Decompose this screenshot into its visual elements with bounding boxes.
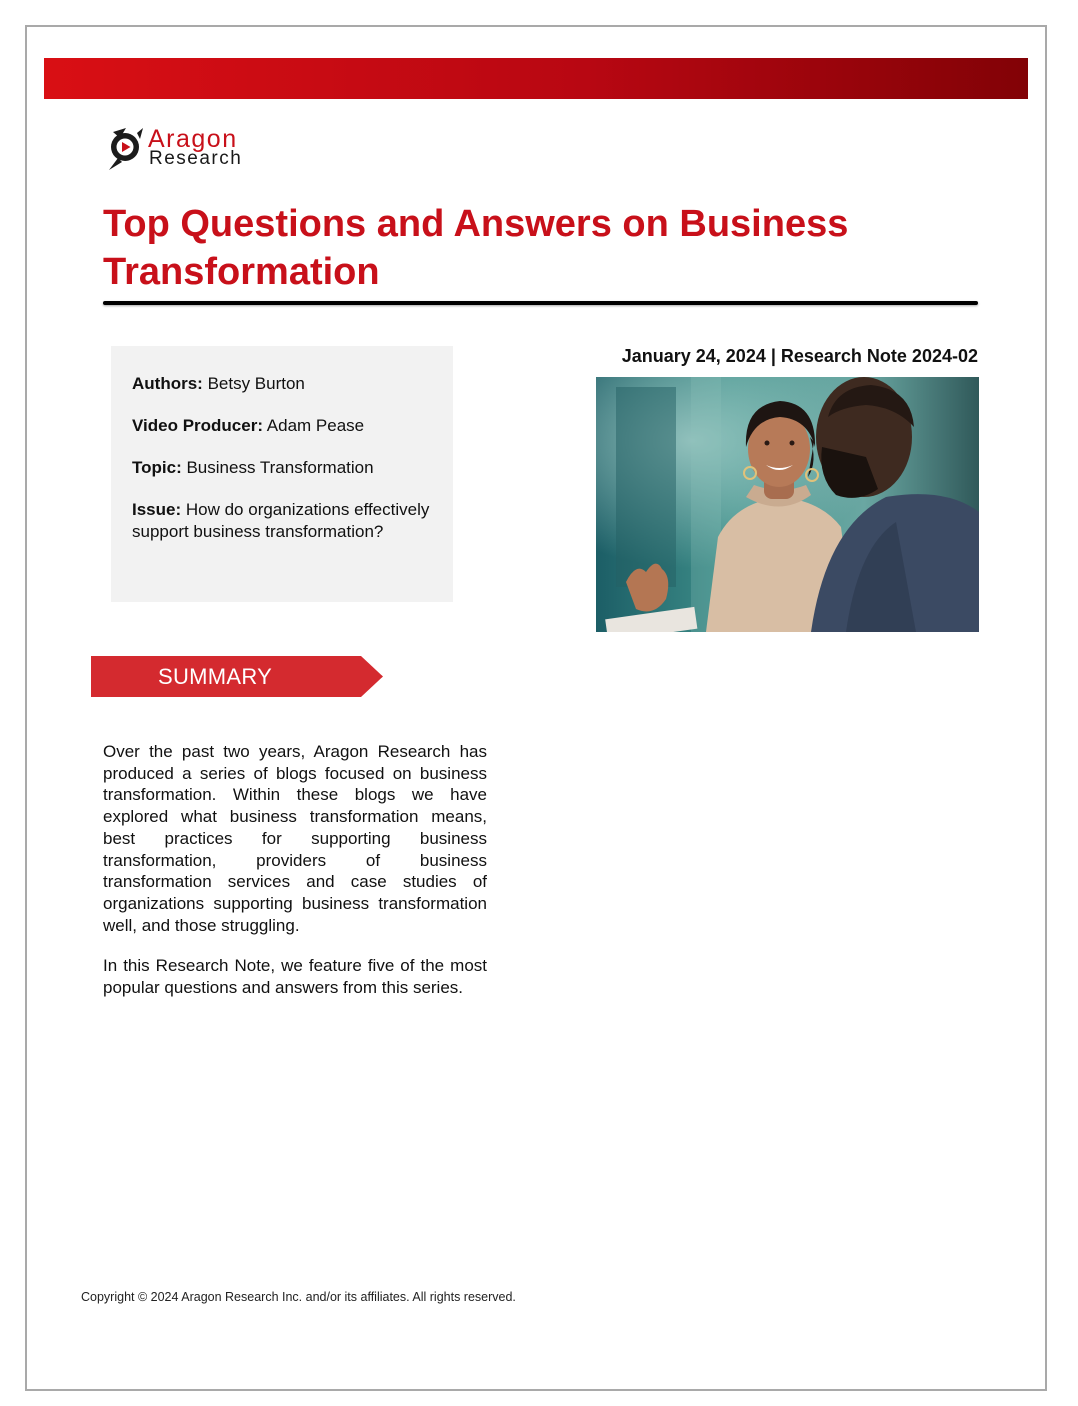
meta-topic (132, 457, 433, 479)
authors-label: Authors: (132, 374, 203, 393)
authors-value: Betsy Burton (207, 374, 305, 393)
summary-label: SUMMARY (158, 664, 273, 689)
producer-label: Video Producer: (132, 416, 263, 435)
aragon-logo (106, 124, 266, 174)
logo-word-research: Research (149, 148, 243, 169)
header-band (44, 58, 1028, 99)
meta-issue (132, 499, 433, 543)
issue-value: How do organizations effectively support business transformation? (132, 500, 430, 541)
copyright-notice: Copyright © 2024 Aragon Research Inc. and/or its affiliates. All rights reserved. (81, 1290, 516, 1304)
aragon-logo-icon (106, 124, 146, 174)
topic-value: Business Transformation (186, 458, 374, 477)
summary-heading (91, 656, 383, 697)
summary-paragraph: Over the past two years, Aragon Research has produced a series of blogs focused on business transformation. Within these blogs we have explored what business transformation means, best practices for supporting business transformation, providers of business transformation services and case studies of organizations supporting business transformation well, and those struggling. (103, 742, 487, 935)
producer-value: Adam Pease (266, 416, 365, 435)
date-and-note-number: January 24, 2024 | Research Note 2024-02 (621, 346, 978, 366)
issue-label: Issue: (132, 500, 182, 519)
meta-authors (132, 373, 433, 395)
meta-producer (132, 415, 433, 437)
title-divider (103, 301, 978, 305)
logo-word-aragon: Aragon (148, 125, 238, 153)
page-title: Top Questions and Answers on Business Transformation (103, 203, 849, 293)
topic-label: Topic: (132, 458, 182, 477)
photo-two-people-talking-icon (596, 377, 979, 632)
summary-paragraph: In this Research Note, we feature five of the most popular questions and answers from this series. (103, 956, 487, 998)
meta-box (111, 346, 453, 602)
summary-body (103, 741, 487, 1018)
